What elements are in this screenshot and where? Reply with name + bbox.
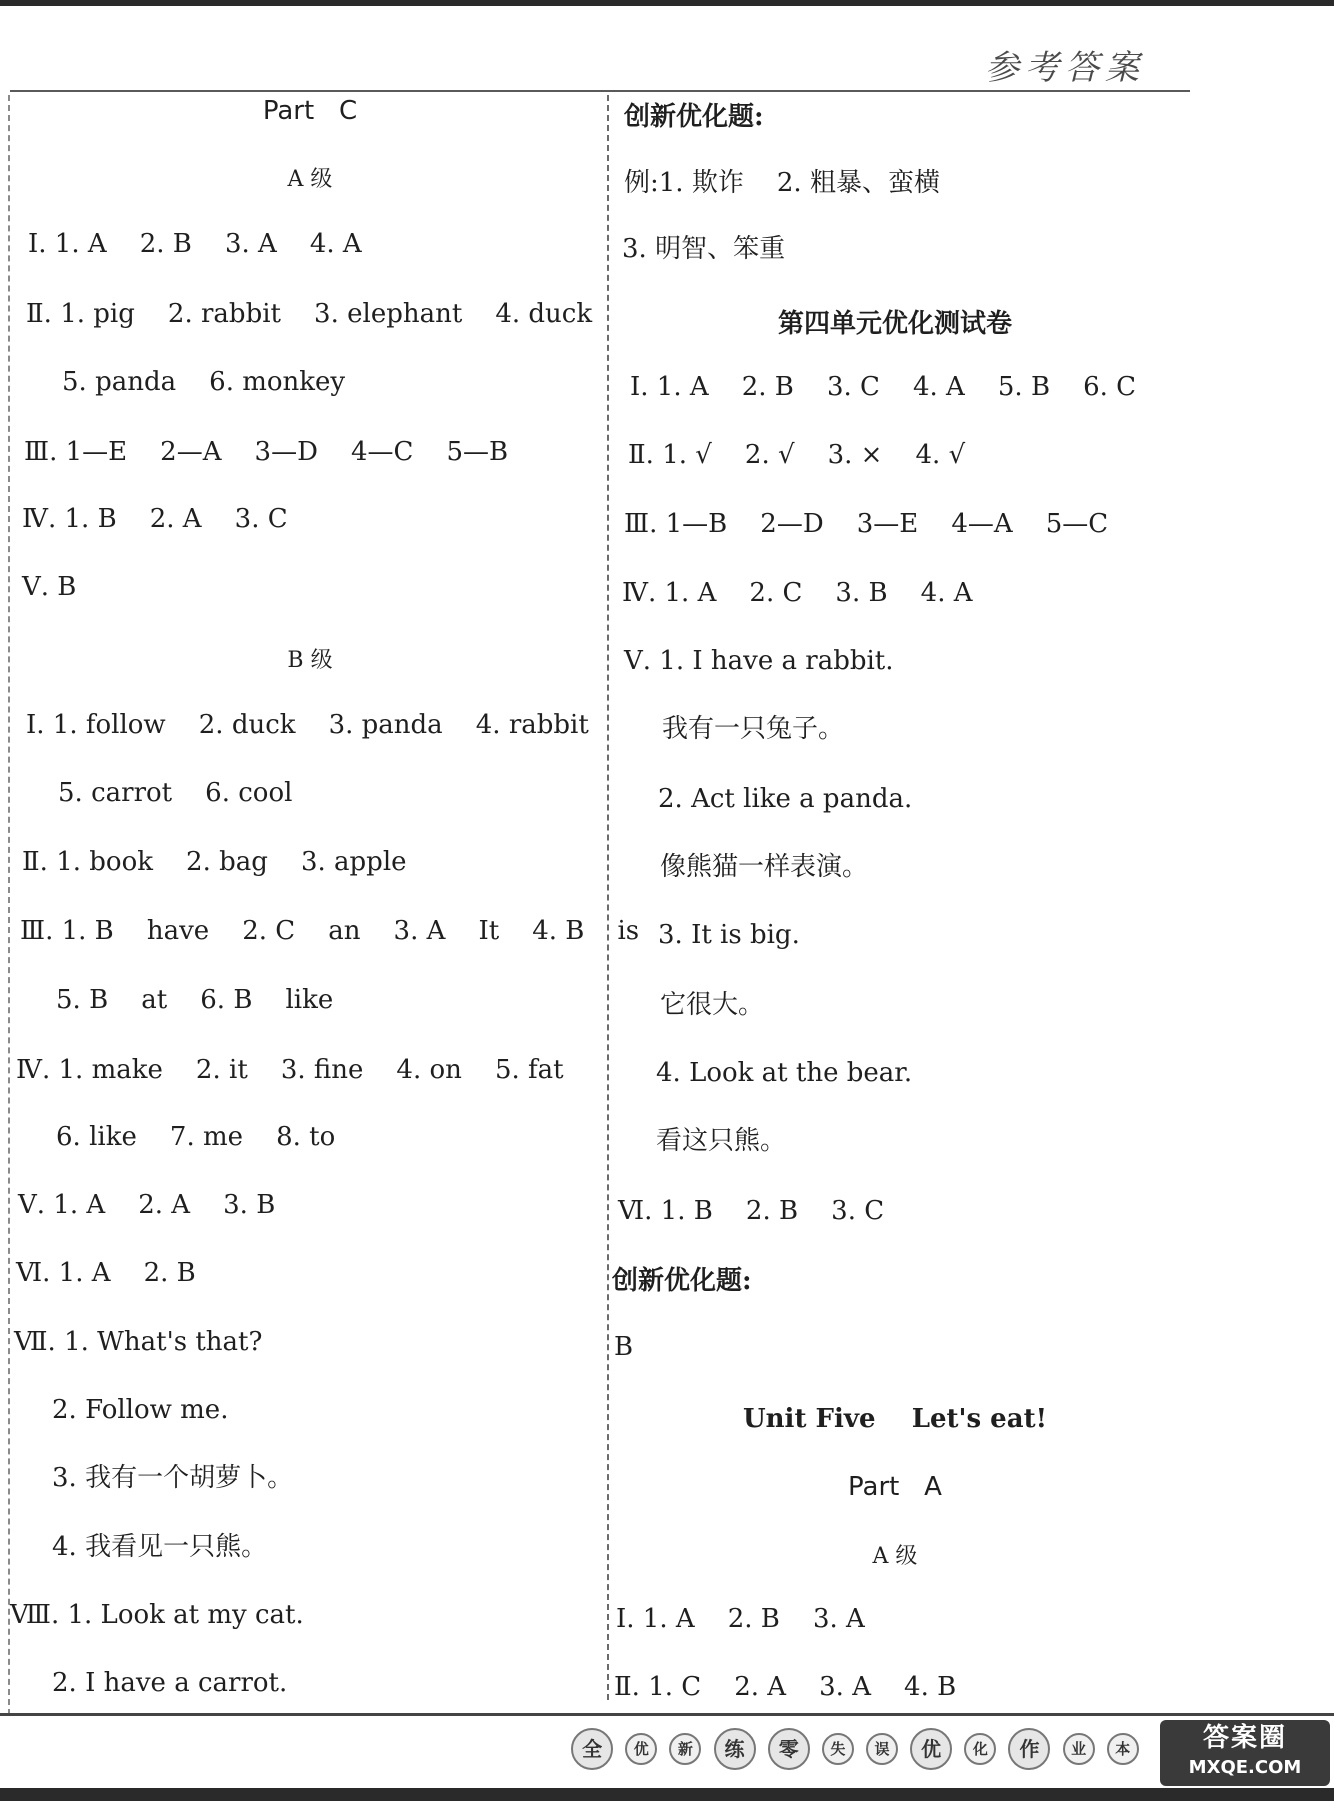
part-c-title: Part C — [262, 96, 358, 126]
answer-line: 例:1. 欺诈 2. 粗暴、蛮横 — [624, 168, 940, 198]
answer-line: 4. 我看见一只熊。 — [52, 1532, 268, 1562]
answer-line: Ⅴ. 1. I have a rabbit. — [624, 646, 894, 676]
footer-char: 优 — [910, 1728, 952, 1770]
answer-line: Ⅵ. 1. A 2. B — [16, 1258, 196, 1288]
footer-char: 本 — [1107, 1733, 1139, 1765]
footer-char: 失 — [822, 1733, 854, 1765]
answer-line: Ⅴ. B — [22, 572, 77, 602]
bottom-edge-bar — [0, 1788, 1334, 1801]
footer-char: 练 — [714, 1728, 756, 1770]
answer-line: 4. Look at the bear. — [656, 1058, 913, 1088]
left-dashed-border — [8, 95, 10, 1715]
answer-line: Ⅶ. 1. What's that? — [14, 1327, 263, 1357]
footer-char: 作 — [1008, 1728, 1050, 1770]
innovation-heading: 创新优化题: — [624, 102, 764, 132]
answer-line: B — [614, 1332, 634, 1362]
answer-line: Ⅱ. 1. pig 2. rabbit 3. elephant 4. duck — [26, 299, 593, 329]
innovation-heading-2: 创新优化题: — [612, 1266, 752, 1296]
answer-line: Ⅲ. 1—B 2—D 3—E 4—A 5—C — [624, 509, 1109, 539]
answer-line: 看这只熊。 — [656, 1126, 787, 1156]
top-edge-bar — [0, 0, 1334, 6]
answer-line: Ⅰ. 1. A 2. B 3. C 4. A 5. B 6. C — [630, 372, 1137, 402]
page-header-title: 参考答案 — [985, 48, 1145, 88]
answer-line: 5. carrot 6. cool — [58, 778, 293, 808]
footer-char: 优 — [625, 1733, 657, 1765]
answer-line: Ⅱ. 1. C 2. A 3. A 4. B — [614, 1672, 957, 1702]
answer-line: Ⅴ. 1. A 2. A 3. B — [18, 1190, 276, 1220]
footer-char: 新 — [669, 1733, 701, 1765]
answer-line: 像熊猫一样表演。 — [660, 852, 869, 882]
answer-line: 3. It is big. — [658, 920, 800, 950]
answer-line: Ⅳ. 1. make 2. it 3. fine 4. on 5. fat — [16, 1055, 564, 1085]
a-level-heading: A 级 — [287, 167, 333, 192]
answer-line: 3. 我有一个胡萝卜。 — [52, 1463, 294, 1493]
watermark-bottom-text: MXQE.COM — [1188, 1757, 1302, 1778]
answer-line: 6. like 7. me 8. to — [56, 1122, 336, 1152]
a-level-heading-right: A 级 — [872, 1544, 918, 1569]
answer-line: 它很大。 — [660, 990, 765, 1020]
answer-line: 2. Follow me. — [52, 1395, 229, 1425]
footer-series-banner — [565, 1718, 1145, 1780]
answer-line: 5. B at 6. B like — [56, 985, 334, 1015]
answer-line: Ⅰ. 1. follow 2. duck 3. panda 4. rabbit — [26, 710, 589, 740]
watermark-top-text: 答案圈 — [1202, 1723, 1287, 1753]
answer-line: Ⅰ. 1. A 2. B 3. A — [616, 1604, 865, 1634]
answer-line: Ⅱ. 1. book 2. bag 3. apple — [22, 847, 407, 877]
footer-rule — [0, 1713, 1334, 1716]
footer-char: 误 — [866, 1733, 898, 1765]
answer-line: Ⅵ. 1. B 2. B 3. C — [618, 1196, 885, 1226]
answer-line: 3. 明智、笨重 — [622, 234, 786, 264]
unit-five-title: Unit Five Let's eat! — [742, 1404, 1047, 1434]
column-divider — [607, 95, 609, 1700]
answer-line: Ⅳ. 1. A 2. C 3. B 4. A — [622, 578, 973, 608]
answer-line: 我有一只兔子。 — [662, 714, 845, 744]
answer-line: 5. panda 6. monkey — [62, 367, 346, 397]
footer-char: 化 — [964, 1733, 996, 1765]
b-level-heading: B 级 — [287, 648, 333, 673]
answer-line: Ⅷ. 1. Look at my cat. — [10, 1600, 304, 1630]
answer-line: Ⅰ. 1. A 2. B 3. A 4. A — [28, 229, 362, 259]
header-rule — [10, 90, 1190, 92]
part-a-title: Part A — [848, 1472, 942, 1502]
answer-line: Ⅲ. 1—E 2—A 3—D 4—C 5—B — [24, 437, 509, 467]
unit-four-test-title: 第四单元优化测试卷 — [777, 309, 1012, 339]
answer-line: Ⅳ. 1. B 2. A 3. C — [22, 504, 288, 534]
footer-char: 业 — [1063, 1733, 1095, 1765]
answer-line: 2. Act like a panda. — [658, 784, 913, 814]
site-watermark — [1160, 1720, 1330, 1786]
footer-char: 零 — [768, 1728, 810, 1770]
answer-line: Ⅱ. 1. √ 2. √ 3. × 4. √ — [628, 440, 966, 470]
footer-char: 全 — [571, 1728, 613, 1770]
answer-line: 2. I have a carrot. — [52, 1668, 288, 1698]
answer-line: Ⅲ. 1. B have 2. C an 3. A It 4. B is — [20, 916, 640, 946]
